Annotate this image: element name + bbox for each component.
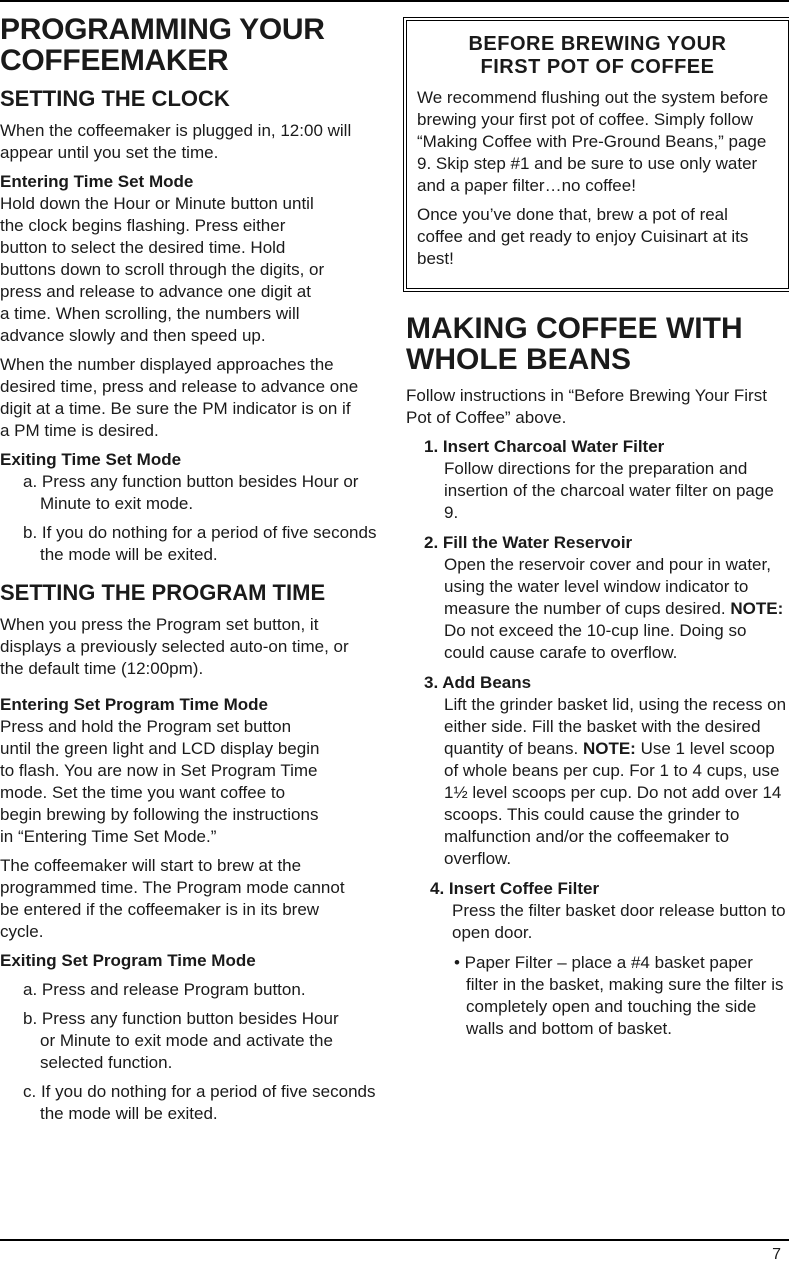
top-rule	[0, 0, 789, 2]
step-2-body-pre: Open the reservoir cover and pour in water, using the water level window indicator to measure the number of cups desired.	[444, 555, 771, 618]
page-title-line-2: COFFEEMAKER	[0, 44, 229, 77]
page-number: 7	[772, 1246, 781, 1263]
step-3-body	[406, 694, 789, 870]
step-3-heading: 3. Add Beans	[424, 673, 532, 692]
step-3	[406, 672, 789, 870]
step-4-heading: 4. Insert Coffee Filter	[430, 879, 600, 898]
before-brewing-title	[417, 33, 778, 79]
step-1-body: Follow directions for the preparation and insertion of the charcoal water filter on page 9.	[444, 459, 774, 522]
entering-program-body: Press and hold the Program set button until the green light and LCD display begin to flash. You are now in Set Program Time mode. Set the time you want coffee to begin brewing by following the instructions in “Entering Time Set Mode.”	[0, 717, 320, 846]
entering-time-set-body-2: When the number displayed approaches the desired time, press and release to advance one digit at a time. Be sure the PM indicator is on if a PM time is desired.	[0, 355, 359, 440]
exiting-program-heading: Exiting Set Program Time Mode	[0, 951, 256, 970]
exiting-time-set-heading: Exiting Time Set Mode	[0, 450, 182, 469]
step-2-heading: 2. Fill the Water Reservoir	[424, 533, 633, 552]
before-brewing-title-line-1: BEFORE BREWING YOUR	[468, 33, 727, 55]
entering-time-set-heading: Entering Time Set Mode	[0, 172, 194, 191]
entering-program-body-2: The coffeemaker will start to brew at the programmed time. The Program mode cannot be entered if the coffeemaker is in its brew cycle.	[0, 856, 345, 941]
step-3-body-pre: Lift the grinder basket lid, using the recess on either side. Fill the basket with the desired quantity of beans.	[444, 695, 787, 758]
page-title	[0, 14, 378, 76]
step-3-body-post: Use 1 level scoop of whole beans per cup. For 1 to 4 cups, use 1½ level scoops per cup. Do not add over 14 scoops. This could cause the grinder to malfunction and/or the coffeemaker to overflow.	[444, 739, 782, 868]
clock-intro: When the coffeemaker is plugged in, 12:00 will appear until you set the time.	[0, 121, 352, 162]
before-brewing-p1: We recommend flushing out the system before brewing your first pot of coffee. Simply follow “Making Coffee with Pre-Ground Beans,” page 9. Skip step #1 and be sure to use only water and a paper filter…no coffee!	[417, 88, 769, 195]
left-column	[0, 14, 378, 1125]
step-4-bullet: • Paper Filter – place a #4 basket paper filter in the basket, making sure the filter is completely open and touching the side walls and bottom of basket.	[454, 953, 784, 1038]
whole-beans-intro: Follow instructions in “Before Brewing Your First Pot of Coffee” above.	[406, 386, 767, 427]
whole-beans-title	[406, 313, 789, 375]
step-1-heading: 1. Insert Charcoal Water Filter	[424, 437, 665, 456]
exiting-program-c: c. If you do nothing for a period of five seconds the mode will be exited.	[23, 1082, 376, 1123]
program-heading: SETTING THE PROGRAM TIME	[0, 580, 326, 605]
before-brewing-title-line-2: FIRST POT OF COFFEE	[480, 56, 715, 78]
step-2	[406, 532, 789, 664]
exiting-time-set-b: b. If you do nothing for a period of five seconds the mode will be exited.	[23, 523, 377, 564]
whole-beans-title-line-2: WHOLE BEANS	[406, 343, 631, 376]
before-brewing-box	[406, 20, 789, 289]
step-4-body: Press the filter basket door release button to open door.	[452, 901, 786, 942]
step-3-note-label: NOTE:	[582, 739, 636, 758]
step-2-body-post: Do not exceed the 10-cup line. Doing so could cause carafe to overflow.	[444, 621, 747, 662]
whole-beans-title-line-1: MAKING COFFEE WITH	[406, 312, 743, 345]
exiting-program-a: a. Press and release Program button.	[23, 980, 306, 999]
exiting-program-b: b. Press any function button besides Hour or Minute to exit mode and activate the selected function.	[23, 1009, 339, 1072]
step-4	[406, 878, 789, 1040]
step-2-body	[406, 554, 789, 664]
entering-program-heading: Entering Set Program Time Mode	[0, 695, 268, 714]
before-brewing-p2: Once you’ve done that, brew a pot of real coffee and get ready to enjoy Cuisinart at its best!	[417, 205, 749, 268]
step-1	[406, 436, 789, 524]
page-title-line-1: PROGRAMMING YOUR	[0, 13, 325, 46]
entering-time-set-body: Hold down the Hour or Minute button until the clock begins flashing. Press either button to select the desired time. Hold buttons down to scroll through the digits, or press and release to advance one digit at a time. When scrolling, the numbers will advance slowly and then speed up.	[0, 194, 325, 345]
program-intro: When you press the Program set button, it displays a previously selected auto-on time, or the default time (12:00pm).	[0, 615, 349, 678]
right-column	[406, 14, 789, 1048]
clock-heading: SETTING THE CLOCK	[0, 86, 230, 111]
bottom-rule	[0, 1239, 789, 1241]
step-2-note-label: NOTE:	[730, 599, 784, 618]
exiting-time-set-a: a. Press any function button besides Hour or Minute to exit mode.	[23, 472, 359, 513]
